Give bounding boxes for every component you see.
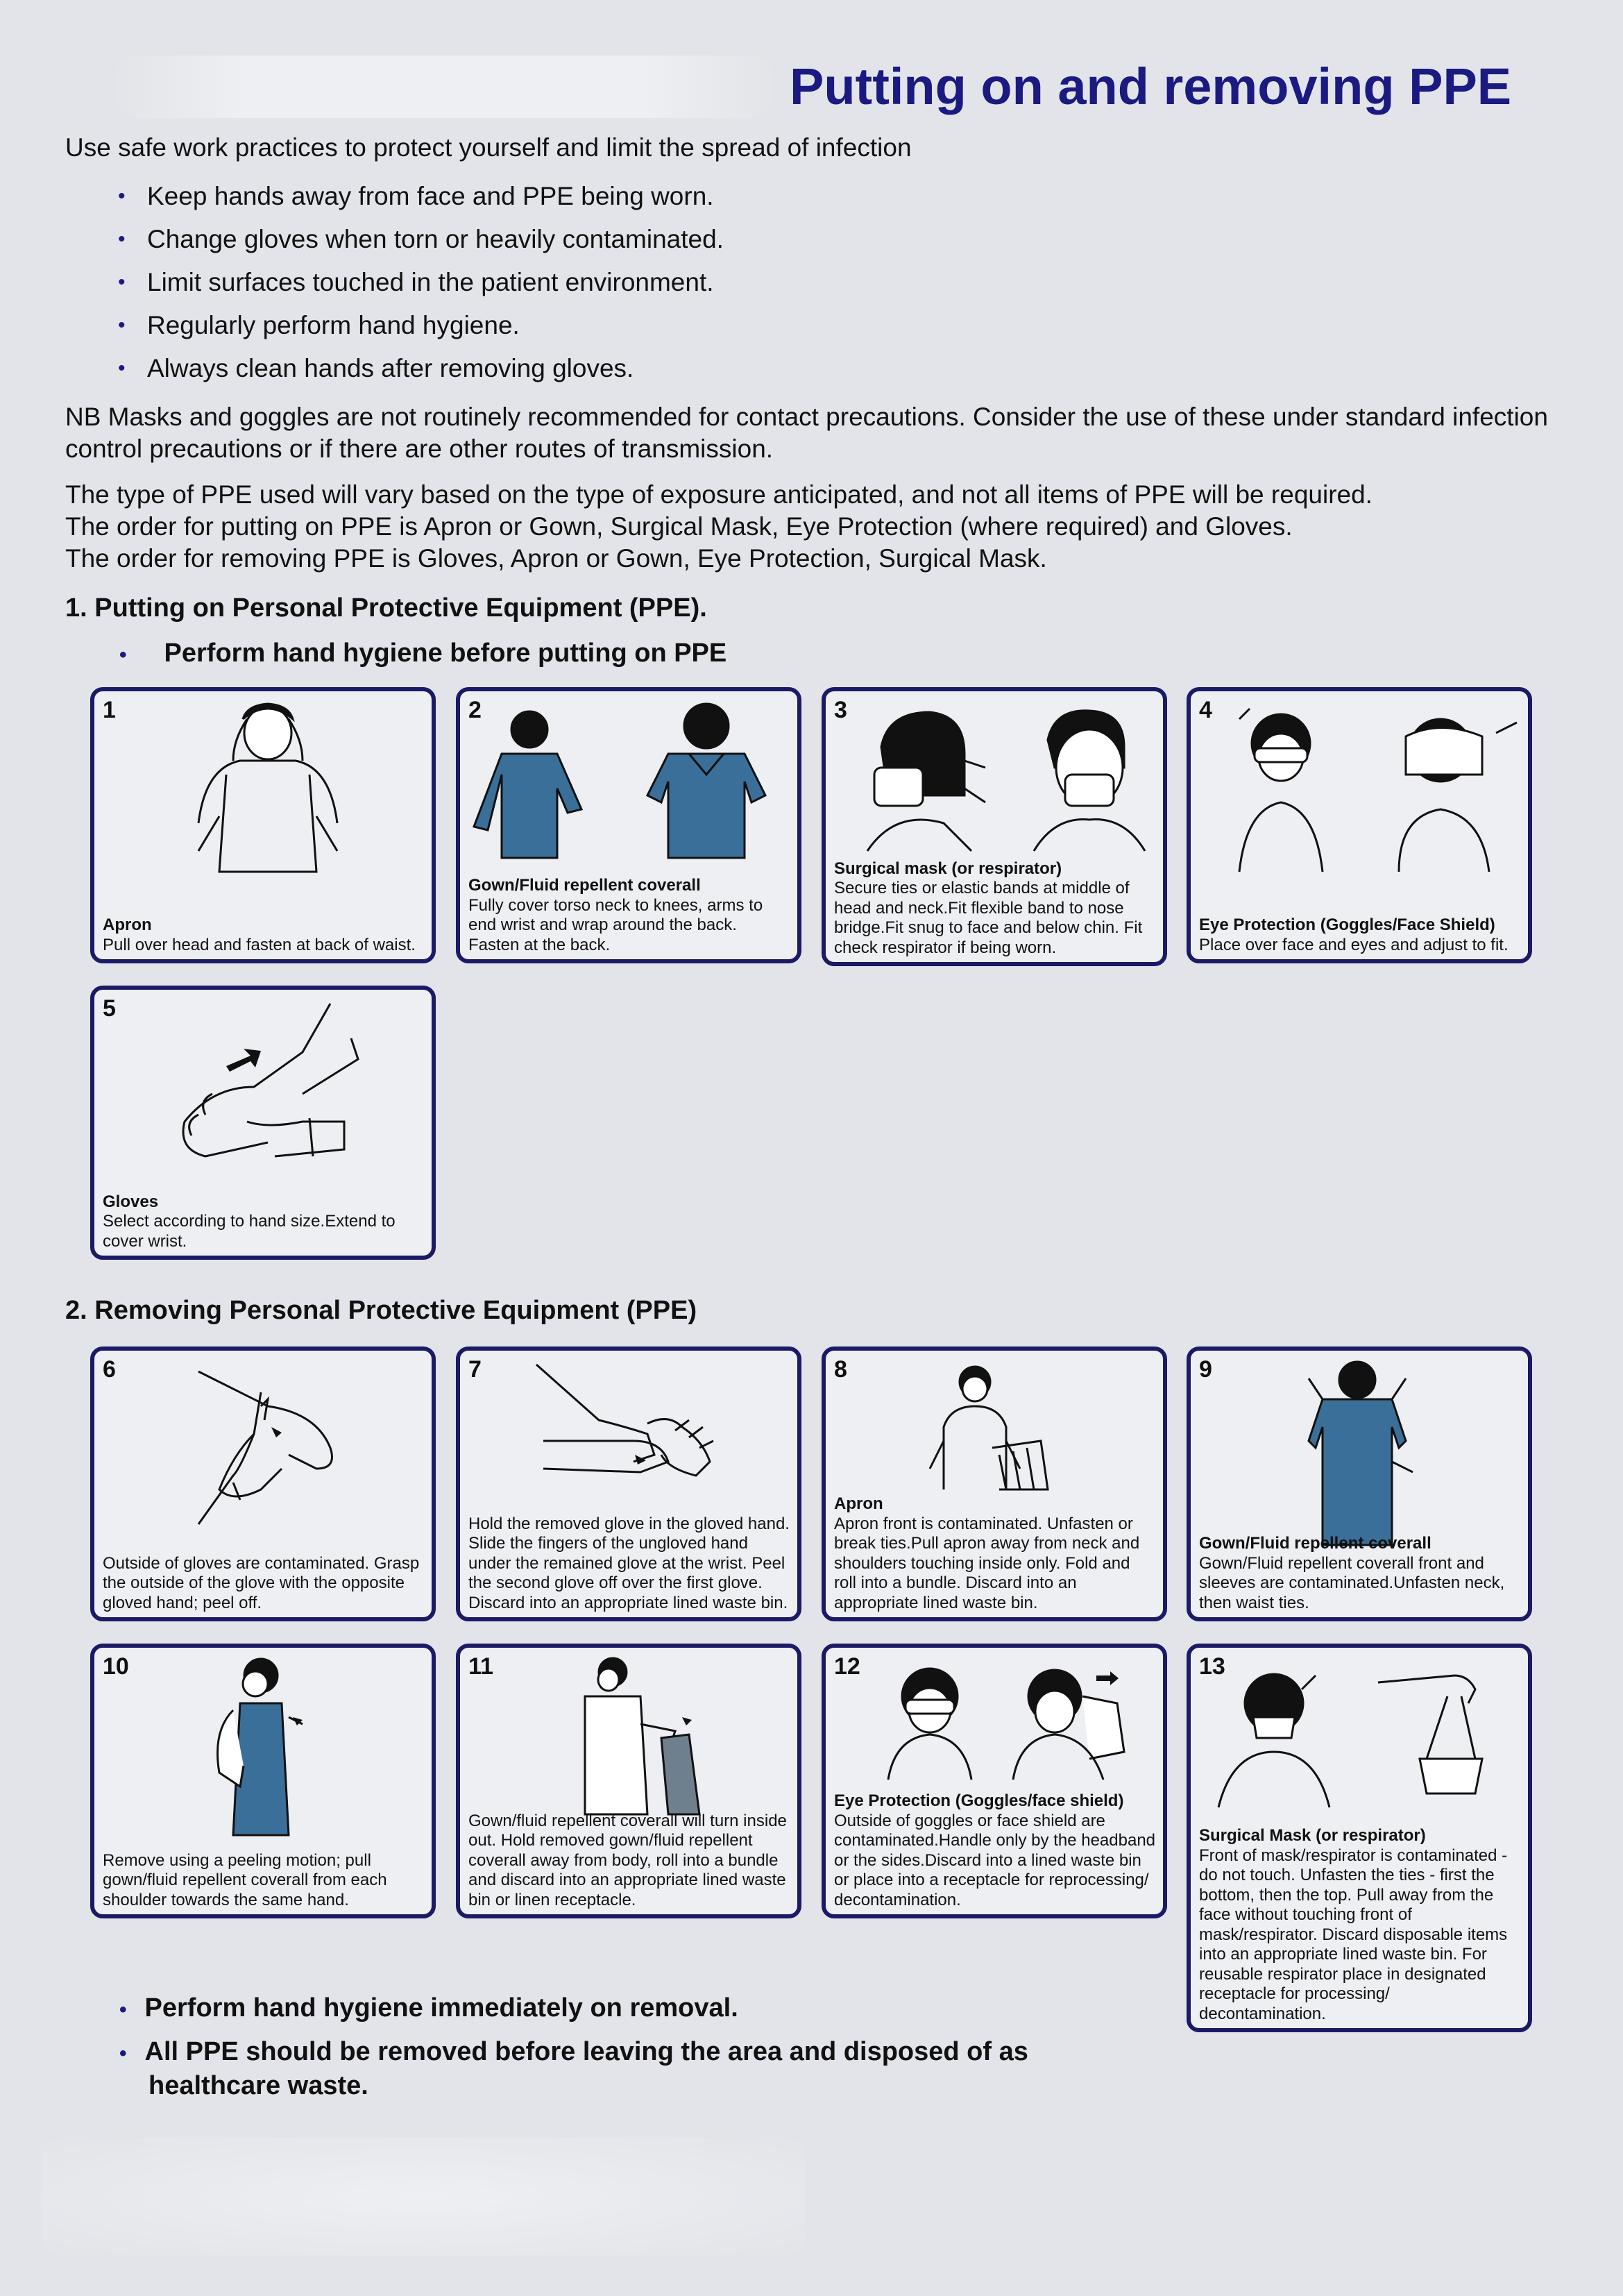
surgical-mask-illustration: [826, 691, 1163, 858]
bullet-item: • Keep hands away from face and PPE being worn.: [118, 182, 714, 210]
step-number: 2: [468, 697, 482, 723]
step-card-12: [822, 1644, 1167, 1918]
step-caption: Eye Protection (Goggles/Face Shield) Place over face and eyes and adjust to fit.: [1199, 915, 1509, 954]
step-number: 1: [103, 697, 116, 723]
gloves-illustration: [94, 990, 432, 1177]
order-text: [65, 479, 1564, 575]
step-number: 13: [1199, 1653, 1225, 1680]
step-card-2: [456, 687, 801, 963]
step-number: 7: [468, 1356, 482, 1383]
step-caption: Apron Apron front is contaminated. Unfasten or break ties.Pull apron away from neck and shoulders touching inside only. Fold and roll into a bundle. Discard into an appropriate lined waste bin.: [834, 1494, 1140, 1612]
step-caption: Outside of gloves are contaminated. Grasp the outside of the glove with the opposite gloved hand; peel off.: [103, 1553, 420, 1612]
step-caption: Remove using a peeling motion; pull gown/fluid repellent coverall from each shoulder towards the same hand.: [103, 1850, 387, 1909]
bullet-item: • Limit surfaces touched in the patient environment.: [118, 268, 714, 296]
gown-illustration: [460, 691, 797, 872]
practice-bullets: [118, 175, 724, 390]
nb-note: NB Masks and goggles are not routinely recommended for contact precautions. Consider the use of these under standard infection control precautions or if there are other routes of transmission.: [65, 403, 1548, 463]
gown-rolling-illustration: [460, 1648, 797, 1821]
title-banner-fade: [111, 56, 777, 118]
step-card-6: [90, 1347, 436, 1621]
step-number: 11: [468, 1653, 493, 1680]
step-card-7: [456, 1347, 801, 1621]
step-caption: Eye Protection (Goggles/face shield) Outside of goggles or face shield are contaminated.Handle only by the headband or the sides.Discard into a lined waste bin or place into a receptacle for reprocessing/ decontamination.: [834, 1791, 1156, 1909]
step-caption: Gown/Fluid repellent coverall Fully cover torso neck to knees, arms to end wrist and wrap around the back. Fasten at the back.: [468, 876, 763, 954]
final-bullet-disposal: • All PPE should be removed before leaving the area and disposed of as healthcare waste.: [119, 2037, 1028, 2100]
bullet-item: • Change gloves when torn or heavily contaminated.: [118, 225, 724, 253]
step-card-13: [1187, 1644, 1532, 2032]
footer-fade: [42, 2138, 805, 2256]
eye-protection-removal-illustration: [826, 1648, 1163, 1787]
section-heading-removing: 2. Removing Personal Protective Equipment (PPE): [65, 1296, 697, 1325]
step-number: 3: [834, 697, 847, 723]
step-number: 4: [1199, 697, 1212, 723]
mask-removal-illustration: [1191, 1648, 1528, 1814]
step-caption: Apron Pull over head and fasten at back of waist.: [103, 915, 416, 954]
order-line: The order for putting on PPE is Apron or Gown, Surgical Mask, Eye Protection (where required) and Gloves.: [65, 512, 1293, 541]
second-glove-removal-illustration: [460, 1351, 797, 1489]
step-card-8: [822, 1347, 1167, 1621]
apron-removal-illustration: [826, 1351, 1163, 1510]
bullet-item: • Regularly perform hand hygiene.: [118, 311, 520, 339]
step-card-11: [456, 1644, 801, 1918]
section-heading-putting-on: 1. Putting on Personal Protective Equipment (PPE).: [65, 593, 707, 623]
order-line: The type of PPE used will vary based on the type of exposure anticipated, and not all items of PPE will be required.: [65, 480, 1373, 509]
step-card-5: [90, 986, 436, 1260]
step-number: 5: [103, 995, 116, 1022]
step-number: 6: [103, 1356, 116, 1383]
order-line: The order for removing PPE is Gloves, Apron or Gown, Eye Protection, Surgical Mask.: [65, 544, 1047, 573]
step-number: 10: [103, 1653, 129, 1680]
step-caption: Gown/fluid repellent coverall will turn inside out. Hold removed gown/fluid repellent coverall away from body, roll into a bundle and discard into an appropriate lined waste bin or linen receptacle.: [468, 1811, 787, 1909]
step-number: 8: [834, 1356, 847, 1383]
hand-hygiene-before: • Perform hand hygiene before putting on PPE: [119, 639, 727, 668]
step-card-10: [90, 1644, 436, 1918]
gown-peeling-illustration: [94, 1648, 432, 1842]
intro-text: Use safe work practices to protect yourself and limit the spread of infection: [65, 133, 912, 162]
eye-protection-illustration: [1191, 691, 1528, 879]
step-caption: Gloves Select according to hand size.Extend to cover wrist.: [103, 1192, 396, 1251]
glove-removal-illustration: [94, 1351, 432, 1545]
step-caption: Hold the removed glove in the gloved hand. Slide the fingers of the ungloved hand under the remained glove at the wrist. Peel the second glove off over the first glove. Discard into an appropriate lined waste bin.: [468, 1514, 790, 1612]
gown-unfasten-illustration: [1191, 1351, 1528, 1559]
step-number: 12: [834, 1653, 860, 1680]
page-title: Putting on and removing PPE: [790, 58, 1512, 115]
step-card-9: [1187, 1347, 1532, 1621]
step-card-1: [90, 687, 436, 963]
step-card-4: [1187, 687, 1532, 963]
step-number: 9: [1199, 1356, 1212, 1383]
step-caption: Gown/Fluid repellent coverall Gown/Fluid repellent coverall front and sleeves are contaminated.Unfasten neck, then waist ties.: [1199, 1534, 1505, 1612]
final-bullet-hand-hygiene: • Perform hand hygiene immediately on removal.: [119, 1993, 738, 2023]
step-card-3: [822, 687, 1167, 966]
step-caption: Surgical mask (or respirator) Secure ties or elastic bands at middle of head and neck.Fit flexible band to nose bridge.Fit snug to face and below chin. Fit check respirator if being worn.: [834, 859, 1143, 957]
apron-illustration: [94, 691, 432, 893]
step-caption: Surgical Mask (or respirator) Front of mask/respirator is contaminated - do not touch. Unfasten the ties - first the bottom, then the top. Pull away from the face without touching front of mask/respirator. Discard disposable items into an appropriate lined waste bin. For reusable respirator place in designated receptacle for processing/ decontamination.: [1199, 1826, 1508, 2023]
bullet-item: • Always clean hands after removing gloves.: [118, 354, 634, 382]
